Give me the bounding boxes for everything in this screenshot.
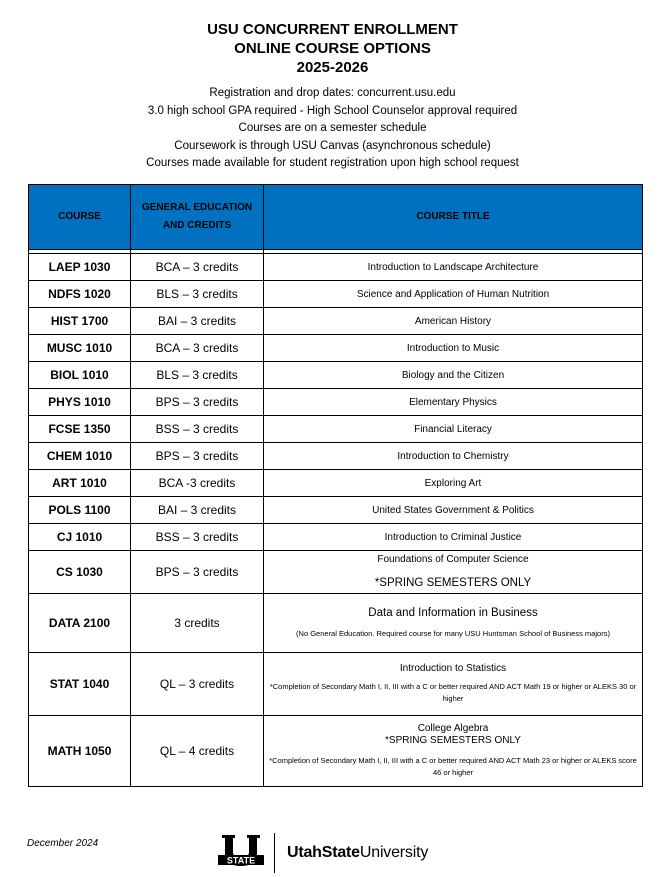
- course-title: Introduction to Music: [264, 335, 643, 362]
- course-title: Introduction to Chemistry: [264, 443, 643, 470]
- table-row: [29, 308, 643, 335]
- course-code: MATH 1050: [29, 716, 131, 787]
- usu-logo: [216, 833, 428, 873]
- course-title: Elementary Physics: [264, 389, 643, 416]
- course-credits: QL – 3 credits: [131, 653, 264, 716]
- table-row: [29, 443, 643, 470]
- course-title-cell: [264, 594, 643, 653]
- course-credits: BLS – 3 credits: [131, 362, 264, 389]
- logo-wordmark: [287, 844, 428, 862]
- logo-wordmark-regular: University: [359, 844, 429, 861]
- course-title: United States Government & Politics: [264, 497, 643, 524]
- course-title-cell: [264, 716, 643, 787]
- column-header-credits: GENERAL EDUCATION AND CREDITS: [131, 185, 264, 250]
- info-block: [0, 85, 665, 173]
- course-prerequisite-note: *Completion of Secondary Math I, II, III with a C or better required AND ACT Math 23 or higher or ALEKS score 46 or higher: [269, 756, 637, 777]
- course-title: Introduction to Landscape Architecture: [264, 254, 643, 281]
- document-title-line-2: ONLINE COURSE OPTIONS: [234, 40, 431, 57]
- footer-date: December 2024: [27, 838, 99, 849]
- course-code: LAEP 1030: [29, 254, 131, 281]
- course-title: Data and Information in Business: [368, 607, 538, 619]
- column-header-title: COURSE TITLE: [264, 185, 643, 250]
- table-row-stat: [29, 653, 643, 716]
- course-credits: BPS – 3 credits: [131, 551, 264, 594]
- course-code: CHEM 1010: [29, 443, 131, 470]
- document-title-line-1: USU CONCURRENT ENROLLMENT: [207, 21, 458, 38]
- course-note: *Completion of Secondary Math I, II, III with a C or better required AND ACT Math 19 or higher or ALEKS 30 or higher: [269, 682, 637, 703]
- course-title-cell: [264, 653, 643, 716]
- course-code: CS 1030: [29, 551, 131, 594]
- table-row: [29, 362, 643, 389]
- course-code: BIOL 1010: [29, 362, 131, 389]
- course-code: ART 1010: [29, 470, 131, 497]
- course-credits: BCA -3 credits: [131, 470, 264, 497]
- course-credits: BAI – 3 credits: [131, 497, 264, 524]
- table-row: [29, 335, 643, 362]
- course-title: Biology and the Citizen: [264, 362, 643, 389]
- course-code: CJ 1010: [29, 524, 131, 551]
- course-credits: BSS – 3 credits: [131, 416, 264, 443]
- logo-mark-text: STATE: [226, 855, 256, 866]
- course-title: Financial Literacy: [264, 416, 643, 443]
- course-note: *SPRING SEMESTERS ONLY: [385, 735, 521, 746]
- course-credits: BCA – 3 credits: [131, 335, 264, 362]
- table-row-math: [29, 716, 643, 787]
- course-code: MUSC 1010: [29, 335, 131, 362]
- course-title: College Algebra: [417, 723, 489, 734]
- table-row: [29, 281, 643, 308]
- course-title-cell: [264, 551, 643, 594]
- logo-wordmark-bold: UtahState: [287, 844, 360, 861]
- table-row: [29, 524, 643, 551]
- course-credits: QL – 4 credits: [131, 716, 264, 787]
- course-code: DATA 2100: [29, 594, 131, 653]
- course-code: HIST 1700: [29, 308, 131, 335]
- table-row-cs: [29, 551, 643, 594]
- table-row: [29, 416, 643, 443]
- document-header: [0, 0, 665, 173]
- course-table: [28, 184, 643, 787]
- course-credits: BCA – 3 credits: [131, 254, 264, 281]
- course-note: *SPRING SEMESTERS ONLY: [374, 577, 532, 589]
- course-code: NDFS 1020: [29, 281, 131, 308]
- course-credits: 3 credits: [131, 594, 264, 653]
- info-canvas: Coursework is through USU Canvas (asynchronous schedule): [174, 139, 491, 152]
- table-row: [29, 254, 643, 281]
- course-credits: BPS – 3 credits: [131, 443, 264, 470]
- course-title: Foundations of Computer Science: [377, 554, 529, 565]
- course-code: STAT 1040: [29, 653, 131, 716]
- column-header-course: COURSE: [29, 185, 131, 250]
- info-registration: Registration and drop dates: concurrent.usu.edu: [209, 87, 456, 99]
- course-code: PHYS 1010: [29, 389, 131, 416]
- info-availability: Courses made available for student registration upon high school request: [146, 157, 519, 169]
- table-row: [29, 389, 643, 416]
- course-credits: BSS – 3 credits: [131, 524, 264, 551]
- usu-block-u-icon: [216, 833, 266, 873]
- info-semester: Courses are on a semester schedule: [238, 122, 427, 134]
- course-title: Introduction to Criminal Justice: [264, 524, 643, 551]
- table-header-row: [29, 185, 643, 250]
- course-credits: BLS – 3 credits: [131, 281, 264, 308]
- document-title-line-3: 2025-2026: [296, 59, 369, 76]
- course-title: Science and Application of Human Nutrition: [264, 281, 643, 308]
- course-title: Introduction to Statistics: [399, 663, 507, 674]
- course-credits: BAI – 3 credits: [131, 308, 264, 335]
- logo-divider: [274, 833, 275, 873]
- course-note: (No General Education. Required course for many USU Huntsman School of Business majors): [296, 629, 610, 638]
- course-code: POLS 1100: [29, 497, 131, 524]
- course-code: FCSE 1350: [29, 416, 131, 443]
- table-row: [29, 470, 643, 497]
- course-title: Exploring Art: [264, 470, 643, 497]
- table-row-data: [29, 594, 643, 653]
- table-row: [29, 497, 643, 524]
- course-credits: BPS – 3 credits: [131, 389, 264, 416]
- course-title: American History: [264, 308, 643, 335]
- info-gpa: 3.0 high school GPA required - High School Counselor approval required: [147, 104, 518, 117]
